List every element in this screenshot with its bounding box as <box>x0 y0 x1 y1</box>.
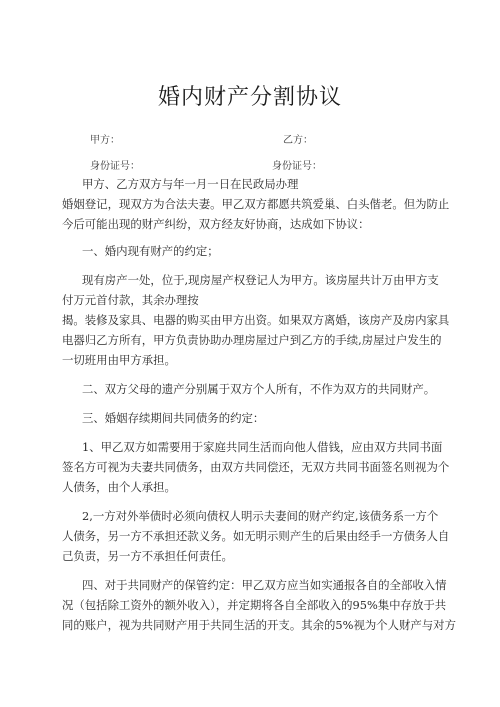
text-line: 签名方可视为夫妻共同债务，由双方共同偿还，无双方共同书面签名则视为个 <box>62 460 450 474</box>
text-line: 电器归乙方所有，甲方负责协助办理房屋过户到乙方的手续,房屋过户发生的 <box>62 333 442 347</box>
party-a-label: 甲方： <box>90 135 120 146</box>
text-line: 己负责，另一方不承担任何责任。 <box>62 549 233 563</box>
text-line: 四、对于共同财产的保管约定：甲乙双方应当如实通报各自的全部收入情 <box>82 578 447 592</box>
text-line: 同的账户，视为共同财产用于共同生活的开支。其余的5%视为个人财产与对方 <box>62 618 456 632</box>
page-title: 婚内财产分割协议 <box>157 85 342 110</box>
text-line: 2,一方对外举债时必须向债权人明示夫妻间的财产约定,该债务系一方个 <box>82 509 439 523</box>
party-b-label: 乙方： <box>283 135 313 146</box>
id-number-b-label: 身份证号： <box>272 161 322 172</box>
section-heading: 二、双方父母的遗产分别属于双方个人所有，不作为双方的共同财产。 <box>82 382 436 396</box>
text-line: 付万元首付款，其余办理按 <box>62 293 199 307</box>
text-line: 一切班用由甲方承担。 <box>62 353 176 367</box>
text-line: 人债务，由个人承担。 <box>62 480 176 494</box>
text-line: 甲方、乙方双方与年一月一日在民政局办理 <box>82 177 299 191</box>
id-number-a-label: 身份证号： <box>90 161 140 172</box>
text-line: 今后可能出现的财产纠纷，双方经友好协商，达成如下协议： <box>62 217 370 231</box>
text-line: 揭。装修及家具、电器的购买由甲方出资。如果双方离婚，该房产及房内家具 <box>62 313 450 327</box>
text-line: 婚姻登记，现双方为合法夫妻。甲乙双方都愿共筑爱巢、白头偕老。但为防止 <box>62 197 450 211</box>
text-line: 人债务，另一方不承担还款义务。如无明示则产生的后果由经手一方债务人自 <box>62 529 450 543</box>
text-line: 1、甲乙双方如需要用于家庭共同生活而向他人借钱，应由双方共同书面 <box>82 440 443 454</box>
section-heading: 三、婚姻存续期间共同债务的约定： <box>82 411 265 425</box>
text-line: 现有房产一处，位于,现房屋产权登记人为甲方。该房屋共计万由甲方支 <box>82 273 439 287</box>
text-line: 况（包括除工资外的额外收入），并定期将各自全部收入的95%集中存放于共 <box>62 598 447 612</box>
section-heading: 一、婚内现有财产的约定； <box>82 244 219 258</box>
